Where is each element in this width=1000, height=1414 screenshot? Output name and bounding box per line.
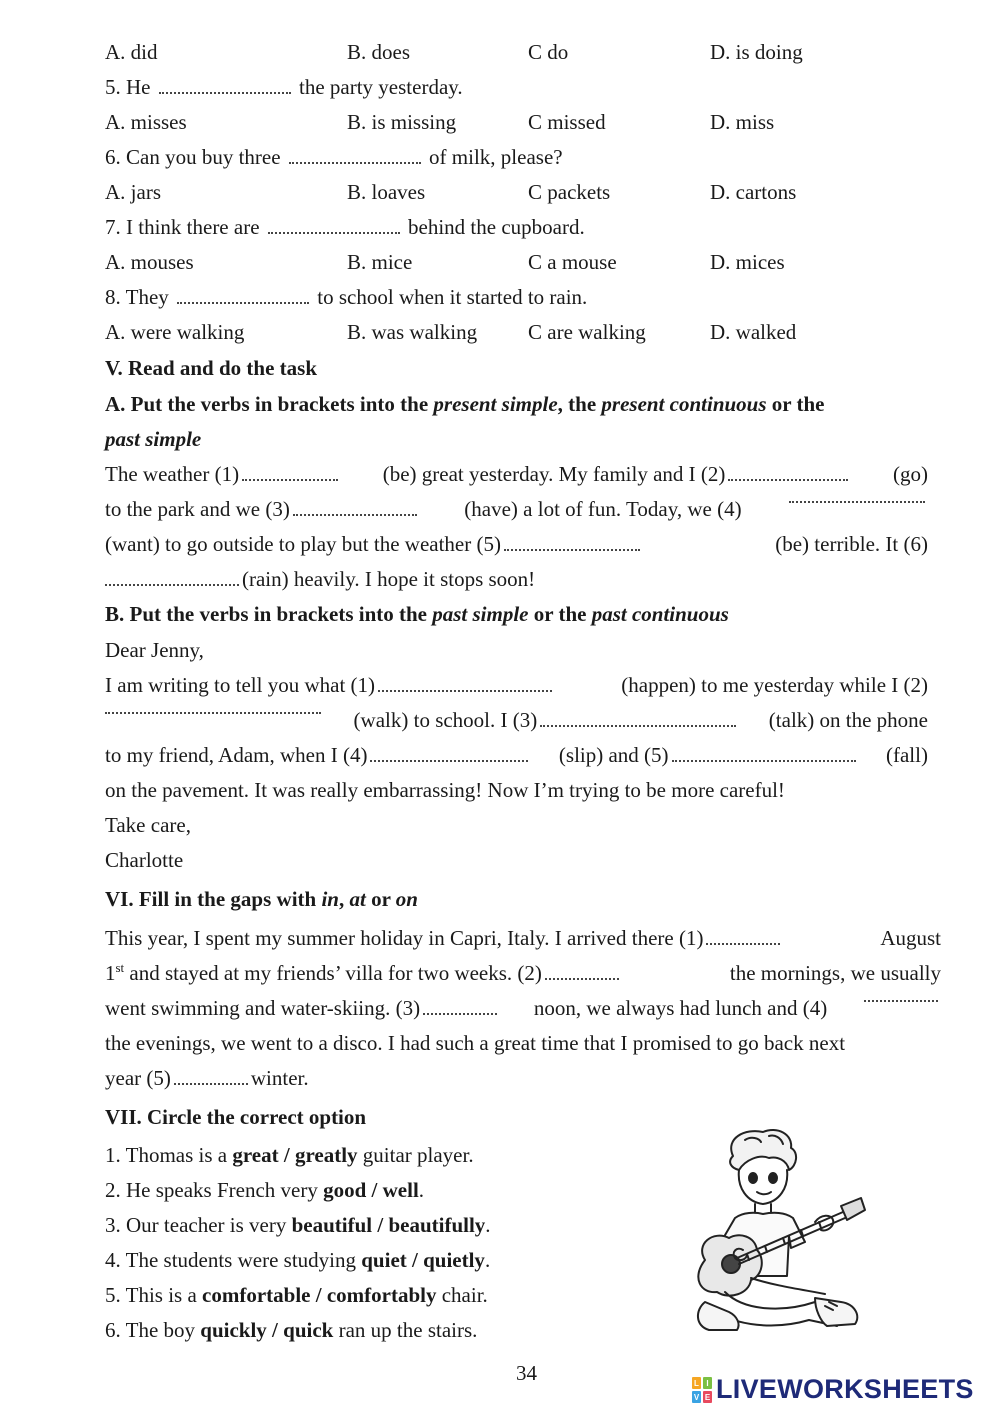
q6-option-d[interactable]: D. cartons: [710, 180, 797, 204]
s7-item-2-post: .: [418, 1178, 425, 1202]
q7-option-c[interactable]: C a mouse: [528, 250, 617, 274]
s7-item-2[interactable]: [105, 1176, 424, 1204]
logo-letter-v: V: [693, 1392, 700, 1402]
s7-item-4-post: .: [484, 1248, 491, 1272]
q6-text-pre: 6. Can you buy three: [105, 145, 281, 169]
q7-option-b[interactable]: B. mice: [347, 250, 413, 274]
s6-l2sup: st: [115, 960, 125, 975]
s5b-blank-3[interactable]: [540, 719, 736, 727]
letter-signature: Charlotte: [105, 848, 184, 872]
s5b-title-i2: past continuous: [591, 602, 729, 626]
s6-l2num: 1: [105, 961, 116, 985]
s6-l5a: year (5): [105, 1066, 171, 1090]
s7-item-3-pre: 3. Our teacher is very: [105, 1213, 292, 1237]
s6-title-p2: ,: [338, 887, 350, 911]
s6-title-p1: VI. Fill in the gaps with: [105, 887, 322, 911]
s6-blank-3[interactable]: [423, 1007, 497, 1015]
logo-letter-l: L: [694, 1378, 699, 1388]
q8-blank[interactable]: [177, 296, 309, 304]
s5b-line-3: [105, 741, 928, 769]
section-5a-title-cont: [105, 425, 201, 453]
s5b-title-p1: B. Put the verbs in brackets into the: [105, 602, 433, 626]
section-5a-title: [105, 390, 824, 418]
s7-item-1-choice[interactable]: great / greatly: [232, 1143, 358, 1167]
s6-title-i3: on: [395, 887, 418, 911]
q8-text-pre: 8. They: [105, 285, 169, 309]
section-5b-title: [105, 600, 729, 628]
letter-closing: Take care,: [105, 813, 191, 837]
q5-text-pre: 5. He: [105, 75, 151, 99]
question-7: [105, 213, 585, 241]
s6-l3b: noon, we always had lunch and (4): [533, 996, 828, 1020]
s7-item-6[interactable]: [105, 1316, 477, 1344]
q7-option-a[interactable]: A. mouses: [105, 250, 194, 274]
q6-option-a[interactable]: A. jars: [105, 180, 161, 204]
s5a-title-p3: or the: [766, 392, 825, 416]
s7-item-3-post: .: [485, 1213, 491, 1237]
s5b-line-1: [105, 671, 928, 699]
q7-text-pre: 7. I think there are: [105, 215, 260, 239]
s5b-l3a: to my friend, Adam, when I (4): [105, 743, 368, 767]
s5a-blank-6[interactable]: [105, 578, 239, 586]
letter-greeting: Dear Jenny,: [105, 638, 204, 662]
q7-option-d[interactable]: D. mices: [710, 250, 785, 274]
s7-item-5-choice[interactable]: comfortable / comfortably: [202, 1283, 437, 1307]
s6-line-4: the evenings, we went to a disco. I had such a great time that I promised to go back next: [105, 1031, 846, 1055]
s6-line-2: [105, 959, 941, 987]
s5a-line-3: [105, 530, 928, 558]
s6-title-i2: at: [349, 887, 366, 911]
s5a-blank-2[interactable]: [728, 473, 848, 481]
s7-item-6-pre: 6. The boy: [105, 1318, 201, 1342]
question-5: [105, 73, 463, 101]
q7-text-post: behind the cupboard.: [408, 215, 585, 239]
logo-letter-e: E: [704, 1392, 711, 1402]
s7-item-3-choice[interactable]: beautiful / beautifully: [291, 1213, 486, 1237]
s5a-l1c: (go): [892, 462, 928, 486]
question-8: [105, 283, 587, 311]
s5a-blank-5[interactable]: [504, 543, 640, 551]
q6-option-c[interactable]: C packets: [528, 180, 611, 204]
s6-l1b: August: [880, 926, 941, 950]
section-5-title: V. Read and do the task: [105, 356, 317, 380]
q5-option-d[interactable]: D. miss: [710, 110, 775, 134]
s5a-blank-3[interactable]: [293, 508, 417, 516]
s7-item-4-pre: 4. The students were studying: [105, 1248, 362, 1272]
s5b-l1b: (happen) to me yesterday while I (2): [621, 673, 928, 697]
s5a-blank-4[interactable]: [789, 495, 925, 503]
s5b-l2a: (walk) to school. I (3): [353, 708, 538, 732]
q6-text-post: of milk, please?: [429, 145, 563, 169]
s5b-l3c: (fall): [886, 743, 928, 767]
s5b-blank-1[interactable]: [378, 684, 552, 692]
s6-l1a: This year, I spent my summer holiday in Capri, Italy. I arrived there (1): [105, 926, 704, 950]
s7-item-5-pre: 5. This is a: [105, 1283, 203, 1307]
q6-blank[interactable]: [289, 156, 421, 164]
s5a-l2b: (have) a lot of fun. Today, we (4): [464, 497, 742, 521]
s6-line-1: [105, 924, 941, 952]
s5a-l4a: (rain) heavily. I hope it stops soon!: [242, 567, 536, 591]
liveworksheets-brand[interactable]: [692, 1374, 974, 1405]
s5b-l2b: (talk) on the phone: [768, 708, 928, 732]
q4-option-c[interactable]: C do: [528, 40, 569, 64]
s7-item-5[interactable]: [105, 1281, 488, 1309]
s7-item-5-post: chair.: [436, 1283, 488, 1307]
s5a-title-p2: , the: [557, 392, 602, 416]
s5a-title-i2: present continuous: [601, 392, 767, 416]
s5a-l3a: (want) to go outside to play but the weather (5): [105, 532, 501, 556]
q8-option-b[interactable]: B. was walking: [347, 320, 478, 344]
section-7-title: VII. Circle the correct option: [105, 1105, 367, 1129]
s5b-line-2: [105, 706, 928, 734]
s5a-line-4: [105, 565, 535, 593]
question-6: [105, 143, 563, 171]
s7-item-4[interactable]: [105, 1246, 490, 1274]
s5b-blank-2[interactable]: [105, 706, 321, 714]
s7-item-1[interactable]: [105, 1141, 474, 1169]
s7-item-6-post: ran up the stairs.: [333, 1318, 478, 1342]
q8-option-d[interactable]: D. walked: [710, 320, 797, 344]
q5-text-post: the party yesterday.: [299, 75, 463, 99]
s5a-blank-1[interactable]: [242, 473, 338, 481]
q5-option-c[interactable]: C missed: [528, 110, 606, 134]
s6-title-i1: in: [321, 887, 339, 911]
s6-blank-4[interactable]: [864, 994, 938, 1002]
s6-blank-2[interactable]: [545, 972, 619, 980]
q8-option-c[interactable]: C are walking: [528, 320, 646, 344]
s5a-title-i1: present simple: [433, 392, 558, 416]
s5a-l1a: The weather (1): [105, 462, 240, 486]
s6-l2a: and stayed at my friends’ villa for two weeks. (2): [129, 961, 542, 985]
brand-name: LIVEWORKSHEETS: [716, 1374, 974, 1404]
s5b-blank-5[interactable]: [672, 754, 856, 762]
s6-l2b: the mornings, we usually: [729, 961, 941, 985]
s5a-line-2: [105, 495, 928, 523]
s5b-title-p2: or the: [528, 602, 592, 626]
s5a-l1b: (be) great yesterday. My family and I (2): [382, 462, 726, 486]
s5b-blank-4[interactable]: [370, 754, 528, 762]
s7-item-6-choice[interactable]: quickly / quick: [200, 1318, 334, 1342]
q4-option-b[interactable]: B. does: [347, 40, 410, 64]
s5a-l3b: (be) terrible. It (6): [775, 532, 928, 556]
s6-title-p3: or: [365, 887, 396, 911]
q6-option-b[interactable]: B. loaves: [347, 180, 426, 204]
section-6-title: [105, 885, 418, 913]
boy-guitar-illustration: [665, 1126, 870, 1346]
s6-blank-5[interactable]: [174, 1077, 248, 1085]
s7-item-2-pre: 2. He speaks French very: [105, 1178, 324, 1202]
s5a-line-1: [105, 460, 928, 488]
q5-blank[interactable]: [159, 86, 291, 94]
s7-item-2-choice[interactable]: good / well: [323, 1178, 419, 1202]
logo-letter-i: I: [706, 1378, 709, 1388]
s6-l3a: went swimming and water-skiing. (3): [105, 996, 421, 1020]
s5a-title-i3: past simple: [105, 427, 202, 451]
q7-blank[interactable]: [268, 226, 400, 234]
liveworksheets-logo-icon: [692, 1377, 712, 1403]
s7-item-3[interactable]: [105, 1211, 491, 1239]
s6-line-5: [105, 1064, 309, 1092]
page-number: 34: [516, 1361, 537, 1385]
s5b-title-i1: past simple: [432, 602, 529, 626]
s5b-l3b: (slip) and (5): [558, 743, 669, 767]
q8-option-a[interactable]: A. were walking: [105, 320, 245, 344]
q4-option-d[interactable]: D. is doing: [710, 40, 803, 64]
s7-item-4-choice[interactable]: quiet / quietly: [361, 1248, 485, 1272]
s6-blank-1[interactable]: [706, 937, 780, 945]
q5-option-a[interactable]: A. misses: [105, 110, 187, 134]
s7-item-1-pre: 1. Thomas is a: [105, 1143, 233, 1167]
s6-l5b: winter.: [250, 1066, 309, 1090]
s7-item-1-post: guitar player.: [357, 1143, 474, 1167]
s5b-l1a: I am writing to tell you what (1): [105, 673, 376, 697]
q5-option-b[interactable]: B. is missing: [347, 110, 457, 134]
s5a-l2a: to the park and we (3): [105, 497, 290, 521]
s6-line-3: [105, 994, 941, 1022]
q4-option-a[interactable]: A. did: [105, 40, 158, 64]
q8-text-post: to school when it started to rain.: [317, 285, 588, 309]
s5a-title-p1: A. Put the verbs in brackets into the: [105, 392, 434, 416]
s5b-line-4: on the pavement. It was really embarrassing! Now I’m trying to be more careful!: [105, 778, 785, 802]
